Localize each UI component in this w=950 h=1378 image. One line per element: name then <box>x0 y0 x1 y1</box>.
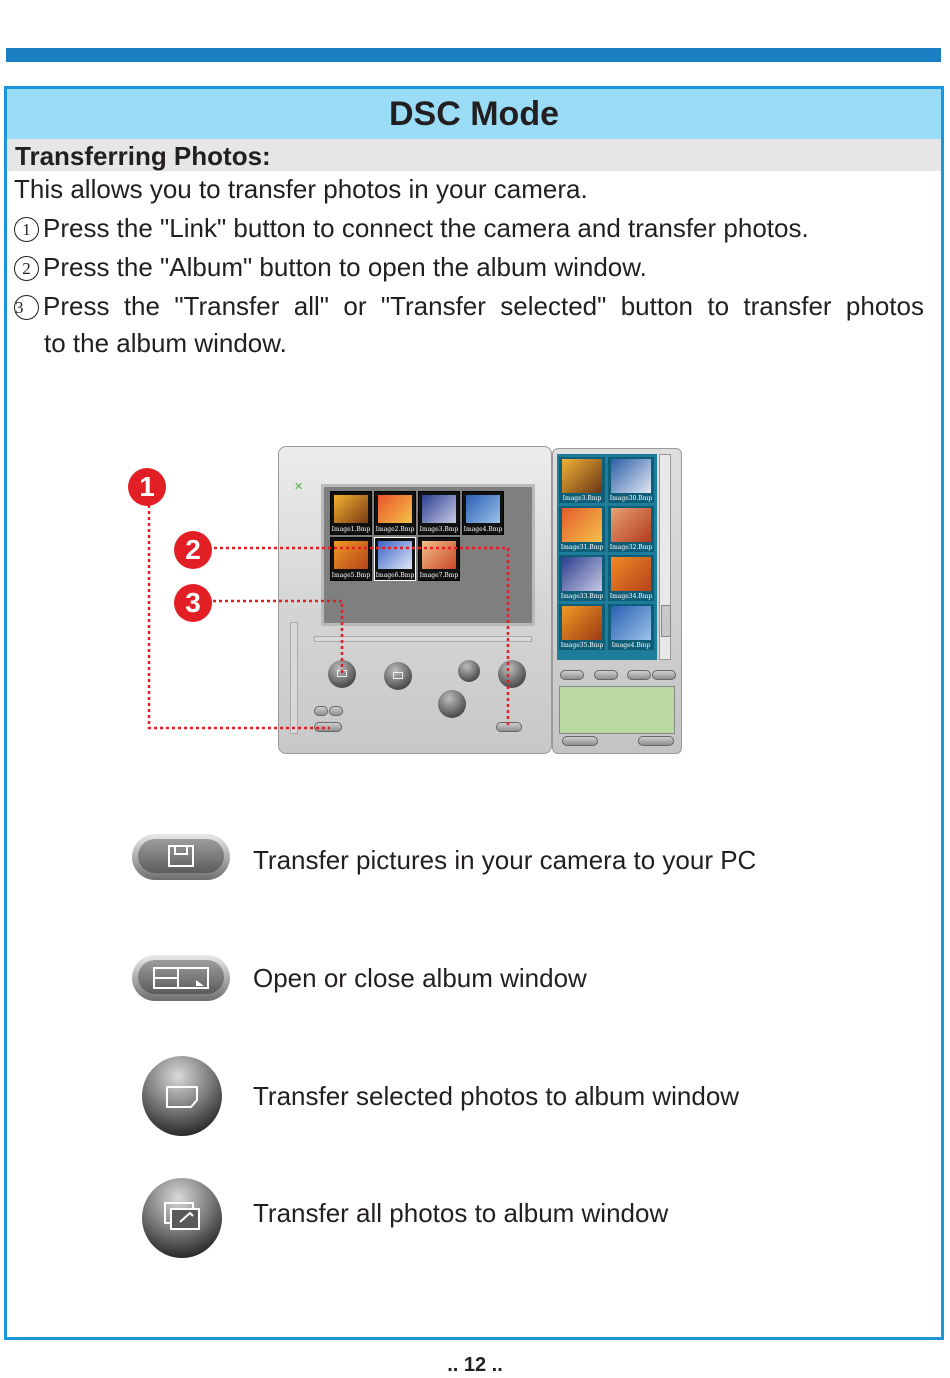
thumbnail-caption: Image32.Bmp <box>609 544 653 551</box>
step-number: 3 <box>14 295 39 320</box>
step-text-continued: to the album window. <box>44 328 287 358</box>
thumbnail-caption: Image2.Bmp <box>375 526 415 533</box>
save-icon <box>166 844 196 870</box>
callout-2-line <box>214 548 508 728</box>
album-window-icon <box>152 966 210 990</box>
page-number: .. 12 .. <box>447 1354 503 1376</box>
single-photo-icon <box>164 1084 200 1110</box>
step-number: 2 <box>14 256 39 281</box>
legend-text-album: Open or close album window <box>253 963 587 993</box>
callout-badge-2: 2 <box>174 531 212 569</box>
thumbnail-caption: Image35.Bmp <box>560 642 604 649</box>
thumbnail-caption: Image30.Bmp <box>609 495 653 502</box>
legend-text-all: Transfer all photos to album window <box>253 1198 669 1228</box>
close-icon[interactable]: ✕ <box>294 481 304 493</box>
step-text: Press the "Transfer all" or "Transfer selected" button to transfer photos <box>43 291 924 321</box>
transfer-all-legend <box>142 1178 222 1258</box>
callout-badge-1: 1 <box>128 468 166 506</box>
thumbnail-caption: Image7.Bmp <box>419 572 459 579</box>
thumbnail-caption: Image4.Bmp <box>463 526 503 533</box>
thumbnail-caption: Image4.Bmp <box>611 642 651 649</box>
step-text: Press the "Album" button to open the album window. <box>43 252 647 282</box>
thumbnail-caption: Image33.Bmp <box>560 593 604 600</box>
thumbnail-caption: Image34.Bmp <box>609 593 653 600</box>
album-button-legend <box>132 955 230 1001</box>
transfer-selected-legend <box>142 1056 222 1136</box>
step-text: Press the "Link" button to connect the camera and transfer photos. <box>43 213 809 243</box>
save-button-legend <box>132 834 230 880</box>
thumbnail-caption: Image3.Bmp <box>562 495 602 502</box>
page-title: DSC Mode <box>7 89 941 139</box>
callout-3-line <box>213 601 342 676</box>
intro-text: This allows you to transfer photos in your camera. <box>14 174 588 204</box>
callout-badge-3: 3 <box>174 584 212 622</box>
thumbnail-caption: Image3.Bmp <box>419 526 459 533</box>
legend-text-selected: Transfer selected photos to album window <box>253 1081 740 1111</box>
step-number: 1 <box>14 217 39 242</box>
stacked-photos-icon <box>162 1200 202 1234</box>
thumbnail-caption: Image6.Bmp <box>375 572 415 579</box>
section-heading: Transferring Photos: <box>15 141 271 171</box>
thumbnail-caption: Image5.Bmp <box>331 572 371 579</box>
thumbnail-caption: Image31.Bmp <box>560 544 604 551</box>
callout-1-line <box>149 505 330 728</box>
thumbnail-caption: Image1.Bmp <box>331 526 371 533</box>
legend-text-save: Transfer pictures in your camera to your PC <box>253 845 757 875</box>
